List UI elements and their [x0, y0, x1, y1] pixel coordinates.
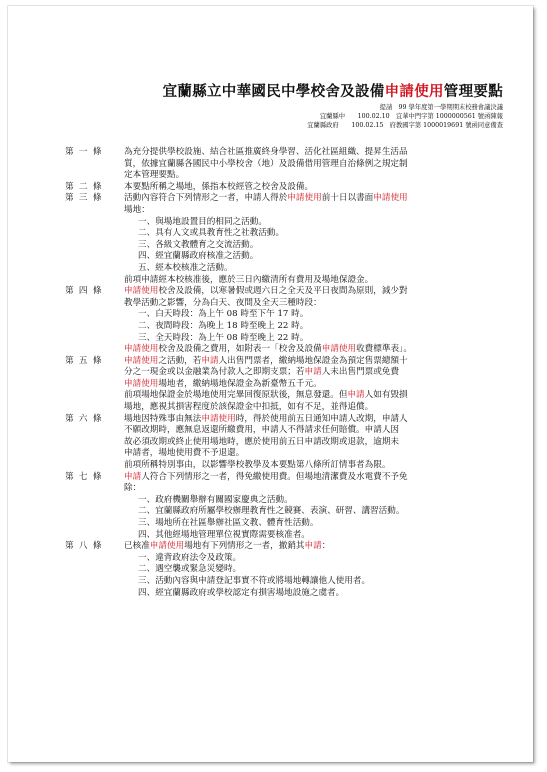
article-line: 本要點所稱之場地，係指本校經管之校舍及設備。	[124, 181, 314, 192]
meta-line-2: 宜蘭縣中 100.02.10 宜華中門字第 1000000561 號函陳報	[319, 113, 503, 120]
article-line: 不願改期時，應無息返還所繳費用，申請人不得請求任何賠償。申請人因	[124, 425, 400, 436]
article-line: 除：	[124, 483, 142, 494]
highlight-term: 申請使用	[373, 193, 408, 204]
article-text	[124, 541, 505, 599]
list-item: 五、經本校核准之活動。	[138, 262, 233, 273]
article-text	[124, 414, 505, 460]
highlight-term: 申請	[304, 367, 322, 378]
text-run: 已核准	[124, 541, 150, 552]
article-line: 為充分提供學校設施、結合社區推廣終身學習、活化社區組織、提昇生活品	[124, 147, 408, 157]
text-run: 前項場地保證金於場地使用完畢回復原狀後，無息發還。但	[124, 390, 348, 401]
document-page	[8, 6, 533, 762]
article-2	[65, 182, 505, 194]
text-run: 前十日以書面	[321, 193, 374, 204]
article-3	[65, 193, 505, 274]
article-label: 第 二 條	[65, 181, 103, 192]
article-line	[124, 379, 505, 391]
highlight-term: 申請使用	[124, 378, 159, 389]
text-run: 人出售門票者，繳納場地保證金為預定售票總額十	[218, 355, 408, 366]
list-item: 二、具有人文或具教育性之社教活動。	[138, 228, 285, 239]
article-line	[124, 193, 505, 205]
text-run: 之活動，若	[158, 355, 202, 366]
list-item: 一、政府機關舉辦有關國家慶典之活動。	[138, 494, 293, 505]
highlight-term: 申請使用	[149, 541, 185, 552]
list-item: 四、經宜蘭縣政府核准之活動。	[138, 251, 259, 262]
highlight-term: 申請使用	[124, 286, 159, 297]
text-run: 場地者，繳納場地保證金為新臺幣五千元。	[158, 378, 322, 389]
article-text	[124, 472, 505, 542]
article-line	[124, 367, 505, 379]
article-label: 第 八 條	[65, 541, 103, 552]
highlight-term: 申請使用	[201, 413, 236, 424]
article-line: 場地，應視其損害程度於該保證金中扣抵，如有不足，並得追償。	[124, 402, 374, 413]
article-line: 故必須改期或終止使用場地時，應於使用前五日申請改期或退款，逾期未	[124, 436, 400, 447]
text-run: 校舍及設備之費用，如附表一「校舍及設備	[158, 344, 322, 355]
highlight-term: 申請	[124, 471, 142, 482]
list-item: 四、經宜蘭縣政府或學校認定有損害場地設施之虞者。	[138, 587, 345, 598]
article-note	[65, 344, 505, 356]
title-highlight: 申請使用	[384, 83, 444, 100]
meta-line-3: 宜蘭縣政府 100.02.15 府教國字第 1000019691 號函同意備查	[307, 122, 503, 129]
highlight-term: 申請	[347, 390, 365, 401]
list-item: 四、其他經場地管理單位視實際需要核准者。	[138, 529, 310, 540]
article-7	[65, 472, 505, 542]
article-label: 第 四 條	[65, 286, 103, 297]
article-text	[124, 193, 505, 274]
article-label: 第 七 條	[65, 471, 103, 482]
article-label: 第 一 條	[65, 147, 103, 157]
article-text	[124, 147, 505, 182]
text-run: 人如有毀損	[364, 390, 408, 401]
highlight-term: 申請	[304, 541, 322, 552]
highlight-term: 申請使用	[124, 355, 159, 366]
article-line: 場地：	[124, 204, 150, 215]
text-run: 收費標準表」。	[356, 344, 412, 355]
article-line: 教學活動之影響，分為白天、夜間及全天三種時段：	[124, 297, 322, 308]
text-run: 人符合下列情形之一者，得免繳使用費。但場地清潔費及水電費不予免	[141, 471, 408, 482]
highlight-term: 申請使用	[124, 344, 159, 355]
article-line	[124, 541, 505, 553]
list-item: 三、全天時段：為上午 08 時至晚上 22 時。	[138, 332, 309, 343]
article-line	[124, 390, 505, 402]
article-1	[65, 147, 505, 182]
article-label: 第 三 條	[65, 193, 103, 204]
highlight-term: 申請使用	[287, 193, 322, 204]
list-item: 一、違背政府法令及政策。	[138, 552, 242, 563]
list-item: 三、各級文教體育之交流活動。	[138, 239, 259, 250]
document-title	[8, 80, 533, 101]
list-item: 二、夜間時段：為晚上 18 時至晚上 22 時。	[138, 320, 309, 331]
highlight-term: 申請	[201, 355, 219, 366]
article-8	[65, 541, 505, 599]
title-suffix: 管理要點	[443, 83, 503, 100]
list-item: 一、與場地設置目的相同之活動。	[138, 216, 267, 227]
highlight-term: 申請使用	[321, 344, 357, 355]
text-run: 場地因特殊事由無法	[124, 413, 202, 424]
text-run: 校舍及設備，以寒暑假或週六日之全天及平日夜間為原則，減少對	[158, 286, 408, 297]
text-run: 人未出售門票或免費	[321, 367, 400, 378]
article-label: 第 五 條	[65, 355, 103, 366]
list-item: 二、遇空襲或緊急災變時。	[138, 564, 242, 575]
list-item: 三、場地所在社區舉辦社區文教、體育性活動。	[138, 518, 319, 528]
article-line: 申請者，場地使用費不予退還。	[124, 448, 245, 459]
meta-line-1: 提請 99 學年度第一學期期末校務會議決議	[379, 104, 503, 111]
article-text	[124, 356, 505, 391]
list-item: 二、宜蘭縣政府所屬學校辦理教育性之競賽、表演、研習、講習活動。	[138, 506, 405, 517]
article-line	[124, 286, 505, 298]
document-body	[65, 147, 505, 599]
article-label: 第 六 條	[65, 413, 103, 424]
text-run: 活動內容符合下列情形之一者，申請人得於	[124, 193, 288, 204]
article-text	[124, 286, 505, 344]
text-run: ：	[321, 541, 331, 552]
article-note: 前項申請經本校核准後，應於三日內繳清所有費用及場地保證金。	[124, 274, 374, 285]
article-line	[124, 414, 505, 426]
list-item: 一、白天時段：為上午 08 時至下午 17 時。	[138, 309, 309, 320]
article-line: 定本管理要點。	[124, 170, 185, 181]
article-line	[124, 356, 505, 368]
text-run: 分之一現金或以金融業為付款人之即期支票；若	[124, 367, 305, 378]
article-note: 前項所稱特別事由，以影響學校教學及本要點第八條所訂情事者為限。	[124, 460, 391, 471]
article-5	[65, 356, 505, 391]
article-4	[65, 286, 505, 344]
article-6	[65, 414, 505, 460]
article-line: 質，依據宜蘭縣各國民中小學校舍（地）及設備借用管理自治條例之規定制	[124, 158, 408, 169]
article-line	[124, 472, 505, 484]
text-run: 場地有下列情形之一者，撤銷其	[184, 541, 305, 552]
title-prefix: 宜蘭縣立中華國民中學校舍及設備	[162, 83, 385, 100]
list-item: 三、活動內容與申請登記事實不符或將場地轉讓他人使用者。	[138, 575, 371, 586]
article-note	[65, 390, 505, 413]
text-run: 時，得於使用前五日通知申請人改期，申請人	[235, 413, 408, 424]
